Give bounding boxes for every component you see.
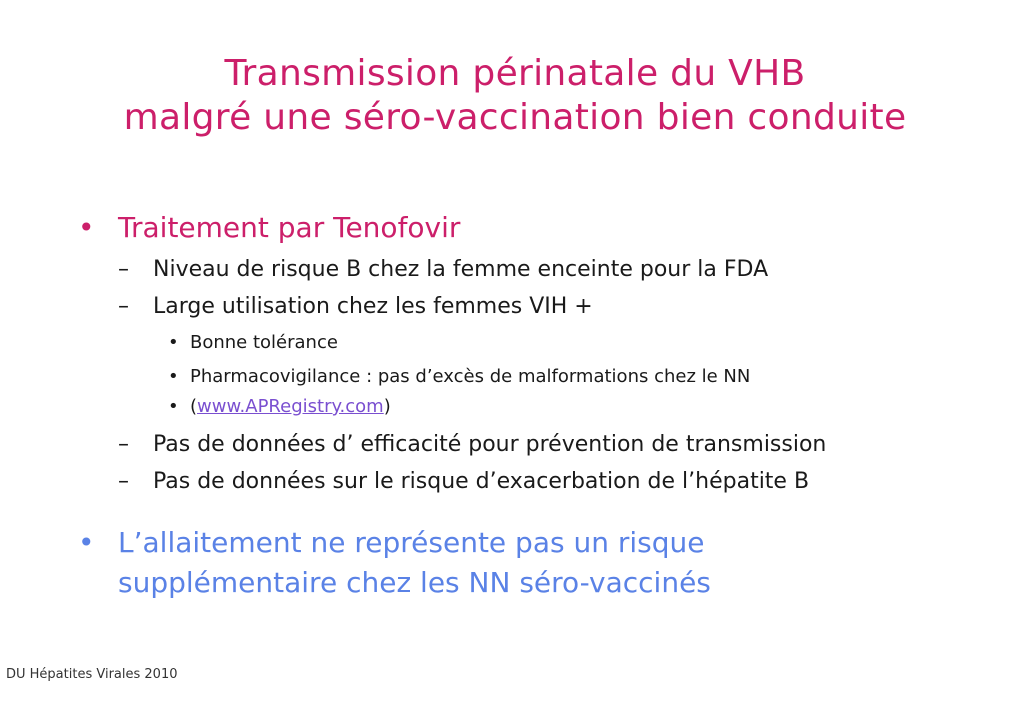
subitem-exacerbation <box>118 465 1018 499</box>
title-line-1: Transmission périnatale du VHB <box>224 53 806 94</box>
bullet-marker: • <box>168 332 179 353</box>
bullet-marker: • <box>168 366 179 387</box>
subsubitem-text: Pharmacovigilance : pas d’excès de malformations chez le NN <box>190 366 751 387</box>
subsubitem-registry <box>168 393 968 421</box>
subsubitem-tolerance <box>168 329 968 357</box>
bullet-text-line-1: L’allaitement ne représente pas un risque <box>118 526 705 559</box>
footer-text: DU Hépatites Virales 2010 <box>6 667 178 682</box>
close-paren: ) <box>383 396 391 417</box>
subsubitem-pharmacovigilance <box>168 363 968 391</box>
bullet-marker: • <box>78 211 95 244</box>
subitem-large-utilisation <box>118 290 998 324</box>
subitem-risque-fda <box>118 253 998 287</box>
apregistry-link[interactable]: www.APRegistry.com <box>197 396 384 417</box>
subitem-text: Large utilisation chez les femmes VIH + <box>153 294 593 319</box>
subitem-text: Pas de données sur le risque d’exacerbation de l’hépatite B <box>153 469 810 494</box>
subitem-text: Niveau de risque B chez la femme enceinte pour la FDA <box>153 257 769 282</box>
subitem-efficacite <box>118 428 1018 462</box>
open-paren: ( <box>190 396 198 417</box>
dash-marker: – <box>118 469 129 494</box>
dash-marker: – <box>118 294 129 319</box>
bullet-allaitement <box>78 523 838 603</box>
bullet-traitement <box>78 208 778 248</box>
subsubitem-text: Bonne tolérance <box>190 332 338 353</box>
subitem-text: Pas de données d’ efficacité pour prévention de transmission <box>153 432 827 457</box>
dash-marker: – <box>118 432 129 457</box>
slide-title <box>0 52 1030 140</box>
bullet-marker: • <box>78 526 95 559</box>
dash-marker: – <box>118 257 129 282</box>
registry-text <box>190 393 391 421</box>
bullet-text: Traitement par Tenofovir <box>118 211 461 244</box>
title-line-2: malgré une séro-vaccination bien conduite <box>123 97 907 138</box>
bullet-marker: • <box>168 396 179 417</box>
bullet-text-line-2: supplémentaire chez les NN séro-vaccinés <box>118 566 711 599</box>
